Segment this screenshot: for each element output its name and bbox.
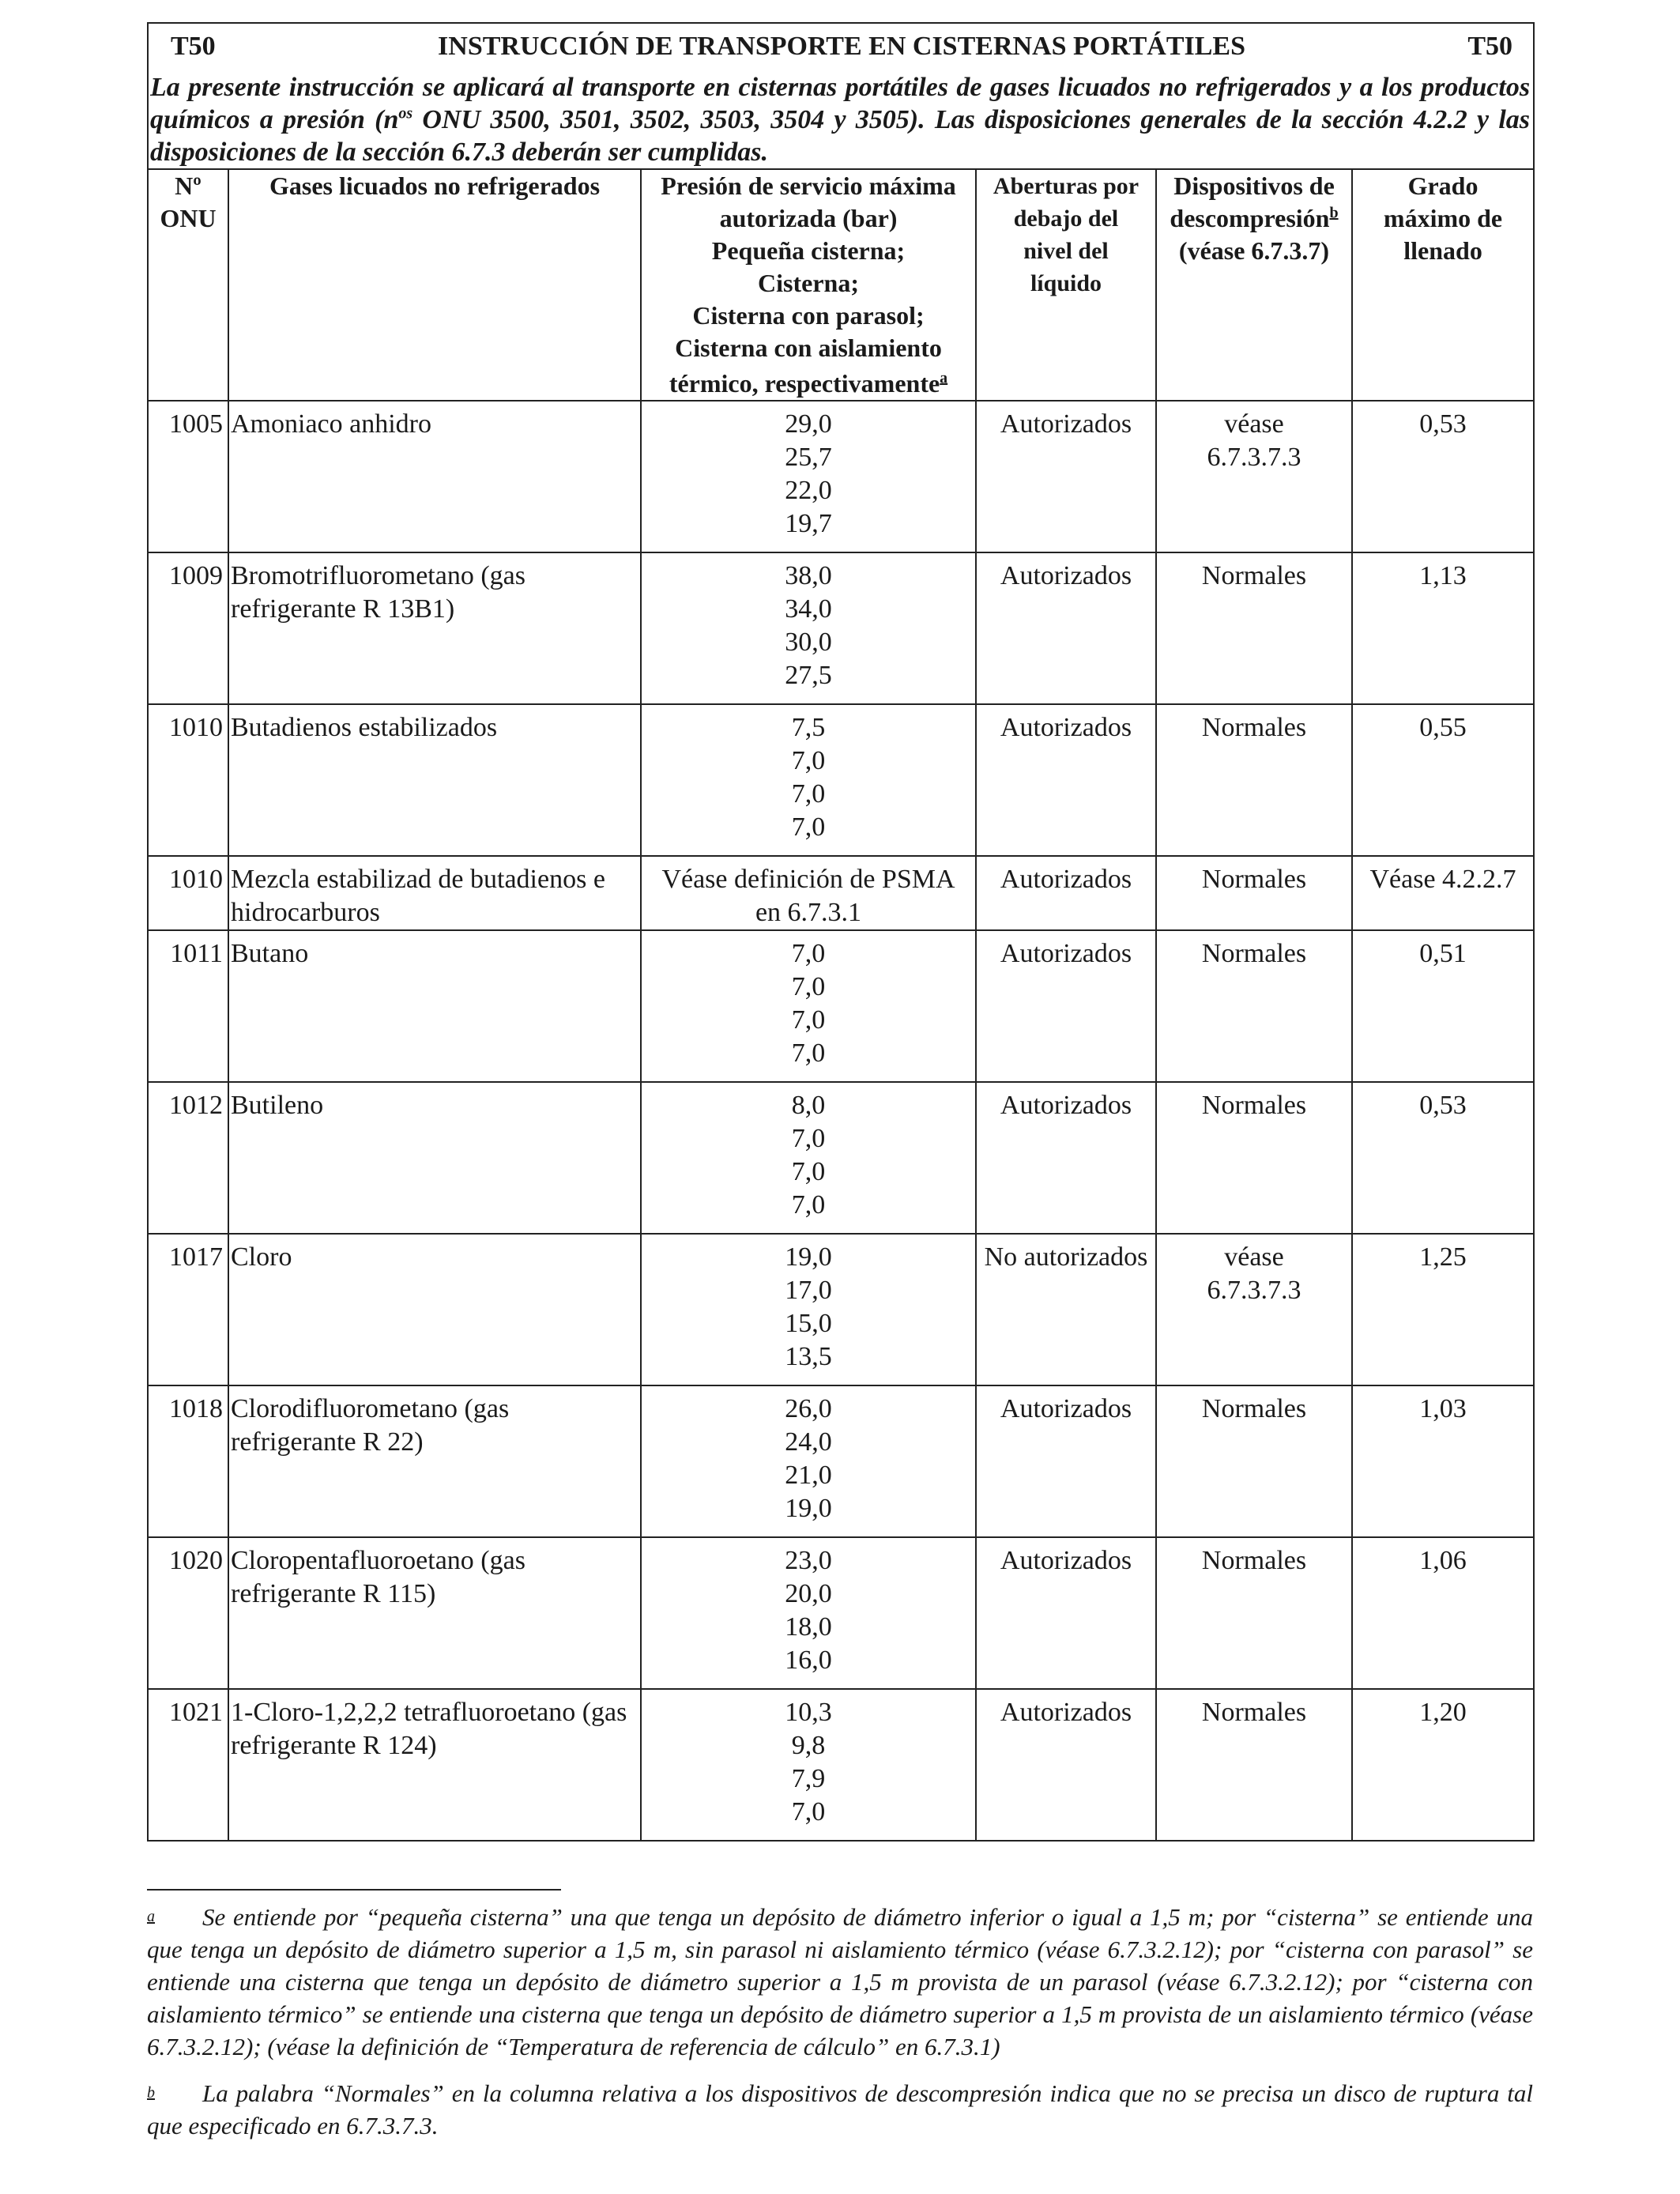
openings-cell [976,704,1156,856]
table-row [148,856,1534,930]
col-onu-line1: Nº [175,172,202,200]
gas-name-cell [228,930,641,1082]
openings-value: Autorizados [1000,1394,1132,1423]
gas-name: Amoniaco anhidro [231,409,431,439]
gas-name-cell [228,1234,641,1385]
relief-cell [1156,1082,1352,1234]
relief-cell [1156,1234,1352,1385]
pressure-value: 34,0 [785,594,832,624]
gas-name: Clorodifluorometano (gas refrigerante R 22) [231,1394,510,1457]
gas-name: Mezcla estabilizad de butadienos e hidrocarburos [231,865,605,927]
col-pressure-line: Cisterna con aislamiento [675,334,942,362]
pressure-value: 7,0 [791,1124,826,1153]
pressure-cell [641,552,976,704]
col-filling-header [1352,169,1534,401]
relief-cell [1156,930,1352,1082]
table-row [148,1385,1534,1537]
filling-cell [1352,401,1534,552]
col-pressure-line: Presión de servicio máxima [661,172,956,200]
onu-number-cell [148,1385,228,1537]
table-row [148,552,1534,704]
table-row [148,1537,1534,1689]
pressure-value: 26,0 [785,1394,832,1423]
col-relief-line: (véase 6.7.3.7) [1178,236,1330,265]
onu-number: 1010 [169,713,223,742]
relief-cell [1156,856,1352,930]
gas-name-cell [228,1537,641,1689]
pressure-value: 7,5 [791,713,826,742]
filling-cell [1352,856,1534,930]
table-row [148,1234,1534,1385]
footnote-b [147,2077,1533,2142]
onu-number: 1011 [170,939,223,968]
footnote-ref-a[interactable]: a [940,369,948,387]
filling-value: 1,25 [1419,1242,1467,1272]
onu-number-cell [148,1082,228,1234]
gas-name-cell [228,704,641,856]
pressure-value: 30,0 [785,628,832,657]
gas-name-cell [228,552,641,704]
pressure-value: 22,0 [785,476,832,505]
openings-value: Autorizados [1000,865,1132,894]
instruction-code-left: T50 [171,32,216,61]
pressure-value: 16,0 [785,1646,832,1675]
onu-number-cell [148,1234,228,1385]
pressure-value: 8,0 [791,1091,826,1120]
openings-cell [976,930,1156,1082]
filling-cell [1352,1234,1534,1385]
col-relief-line: descompresión [1170,204,1330,232]
col-pressure-line: autorizada (bar) [719,204,898,232]
column-header-row [148,169,1534,401]
filling-cell [1352,1537,1534,1689]
col-filling-line: máximo de [1383,204,1503,232]
openings-cell [976,1234,1156,1385]
openings-cell [976,856,1156,930]
relief-value: Normales [1201,713,1307,742]
pressure-value: 7,0 [791,1190,826,1220]
openings-cell [976,552,1156,704]
gas-name-cell [228,1082,641,1234]
intro-sup: os [398,104,413,123]
intro-paragraph [148,68,1534,169]
gas-name: Butadienos estabilizados [231,713,498,742]
openings-cell [976,1385,1156,1537]
col-openings-line: Aberturas por [993,173,1139,199]
openings-cell [976,401,1156,552]
table-row [148,1689,1534,1841]
onu-number: 1020 [169,1546,223,1575]
relief-value: Normales [1201,1091,1307,1120]
onu-number: 1009 [169,561,223,590]
col-openings-line: debajo del [1013,205,1119,232]
col-pressure-line: Pequeña cisterna; [711,236,906,265]
openings-cell [976,1689,1156,1841]
filling-cell [1352,1385,1534,1537]
col-pressure-line: térmico, respectivamente [669,369,940,398]
table-row [148,930,1534,1082]
pressure-cell [641,704,976,856]
onu-number: 1018 [169,1394,223,1423]
relief-value: véase [1224,409,1284,439]
openings-value: Autorizados [1000,409,1132,439]
relief-value: Normales [1201,561,1307,590]
col-openings-header [976,169,1156,401]
relief-value: véase [1224,1242,1284,1272]
openings-value: Autorizados [1000,939,1132,968]
relief-cell [1156,1537,1352,1689]
instruction-title: INSTRUCCIÓN DE TRANSPORTE EN CISTERNAS PORTÁTILES [438,32,1245,61]
pressure-value: 7,0 [791,1797,826,1826]
pressure-value: 13,5 [785,1342,832,1371]
openings-value: Autorizados [1000,713,1132,742]
instruction-code-right: T50 [1467,32,1513,61]
gas-name: Butileno [231,1091,324,1120]
filling-value: 1,03 [1419,1394,1467,1423]
pressure-value: 20,0 [785,1579,832,1608]
filling-cell [1352,1689,1534,1841]
table-body [148,401,1534,1841]
pressure-value: 10,3 [785,1698,832,1727]
pressure-cell [641,930,976,1082]
pressure-value: 19,0 [785,1242,832,1272]
footnote-ref-b[interactable]: b [1329,204,1339,222]
pressure-cell [641,1537,976,1689]
relief-value: 6.7.3.7.3 [1207,443,1301,472]
table-row [148,1082,1534,1234]
relief-value: Normales [1201,1394,1307,1423]
openings-value: Autorizados [1000,1698,1132,1727]
filling-value: 1,20 [1419,1698,1467,1727]
pressure-value: 19,0 [785,1494,832,1523]
footnote-b-mark: b [147,2084,155,2102]
col-filling-line: llenado [1403,236,1482,265]
gas-name: 1-Cloro-1,2,2,2 tetrafluoroetano (gas refrigerante R 124) [231,1698,627,1760]
onu-number: 1010 [169,865,223,894]
onu-number: 1017 [169,1242,223,1272]
pressure-cell [641,1385,976,1537]
filling-value: 1,06 [1419,1546,1467,1575]
table-row [148,401,1534,552]
pressure-cell [641,1234,976,1385]
relief-value: 6.7.3.7.3 [1207,1276,1301,1305]
pressure-value: 7,0 [791,972,826,1001]
gas-name: Cloro [231,1242,292,1272]
pressure-value: Véase definición de PSMA [661,865,955,894]
pressure-value: 7,0 [791,1157,826,1186]
openings-value: Autorizados [1000,1091,1132,1120]
onu-number-cell [148,704,228,856]
pressure-value: 17,0 [785,1276,832,1305]
gas-name-cell [228,1689,641,1841]
filling-value: 0,53 [1419,409,1467,439]
pressure-value: 7,0 [791,779,826,809]
footnote-divider [147,1889,561,1891]
filling-value: 1,13 [1419,561,1467,590]
onu-number-cell [148,1689,228,1841]
relief-value: Normales [1201,1546,1307,1575]
onu-number-cell [148,930,228,1082]
onu-number-cell [148,401,228,552]
pressure-value: en 6.7.3.1 [755,898,862,927]
relief-cell [1156,552,1352,704]
relief-cell [1156,1385,1352,1537]
page [147,22,1533,1842]
col-pressure-line: Cisterna; [758,269,859,297]
title-cell [148,23,1534,68]
relief-value: Normales [1201,939,1307,968]
openings-cell [976,1082,1156,1234]
intro-text-2: ONU 3500, 3501, 3502, 3503, 3504 y 3505). Las disposiciones generales de la sección 4.2.2 y las disposiciones de la sección 6.7.3 deberán ser cumplidas. [150,105,1531,167]
footnote-b-text: La palabra “Normales” en la columna relativa a los dispositivos de descompresión indica que no se precisa un disco de ruptura tal que especificado en 6.7.3.7.3. [147,2079,1533,2139]
pressure-value: 7,0 [791,1039,826,1068]
relief-cell [1156,704,1352,856]
footnote-a-mark: a [147,1908,155,1925]
onu-number: 1012 [169,1091,223,1120]
col-relief-line: Dispositivos de [1173,172,1335,200]
gas-name-cell [228,856,641,930]
onu-number: 1021 [169,1698,223,1727]
pressure-value: 7,9 [791,1764,826,1793]
pressure-value: 23,0 [785,1546,832,1575]
pressure-value: 15,0 [785,1309,832,1338]
col-onu-line2: ONU [160,204,217,232]
pressure-value: 9,8 [791,1731,826,1760]
filling-value: 0,55 [1419,713,1467,742]
footnote-a [147,1901,1533,2063]
col-filling-line: Grado [1407,172,1478,200]
filling-cell [1352,552,1534,704]
filling-value: 0,53 [1419,1091,1467,1120]
pressure-value: 19,7 [785,509,832,538]
footnote-a-text: Se entiende por “pequeña cisterna” una que tenga un depósito de diámetro inferior o igual a 1,5 m; por “cisterna” se entiende una que tenga un depósito de diámetro superior a 1,5 m, sin parasol ni aislamiento térmico (véase 6.7.3.2.12); por “cisterna con parasol” se entiende una cisterna que tenga un depósito de diámetro superior a 1,5 m provista de un parasol (véase 6.7.3.2.12); por “cisterna con aislamiento térmico” se entiende una cisterna que tenga un depósito de diámetro superior a 1,5 m provista de un aislamiento térmico (véase 6.7.3.2.12); (véase la definición de “Temperatura de referencia de cálculo” en 6.7.3.1) [147,1903,1533,2060]
relief-value: Normales [1201,865,1307,894]
pressure-value: 25,7 [785,443,832,472]
gas-name-cell [228,1385,641,1537]
pressure-value: 21,0 [785,1461,832,1490]
filling-cell [1352,930,1534,1082]
pressure-value: 18,0 [785,1612,832,1642]
pressure-cell [641,1082,976,1234]
onu-number-cell [148,856,228,930]
filling-value: 0,51 [1419,939,1467,968]
openings-value: Autorizados [1000,1546,1132,1575]
openings-value: Autorizados [1000,561,1132,590]
onu-number-cell [148,1537,228,1689]
pressure-cell [641,1689,976,1841]
openings-cell [976,1537,1156,1689]
col-pressure-line: Cisterna con parasol; [692,301,925,330]
gas-name-cell [228,401,641,552]
col-onu-header [148,169,228,401]
relief-value: Normales [1201,1698,1307,1727]
gas-name: Bromotrifluorometano (gas refrigerante R 13B1) [231,561,525,624]
filling-cell [1352,704,1534,856]
col-openings-line: nivel del [1023,238,1109,264]
col-relief-header [1156,169,1352,401]
table-row [148,704,1534,856]
gas-name: Cloropentafluoroetano (gas refrigerante R 115) [231,1546,525,1608]
pressure-value: 7,0 [791,746,826,775]
pressure-value: 27,5 [785,661,832,690]
intro-text-1: La presente instrucción se aplicará al transporte en cisternas portátiles de gases licuados no refrigerados y a los productos químicos a presión (n [150,73,1531,134]
filling-cell [1352,1082,1534,1234]
relief-cell [1156,1689,1352,1841]
col-gases-header: Gases licuados no refrigerados [228,169,641,401]
onu-number: 1005 [169,409,223,439]
footnotes [147,1901,1533,2156]
pressure-cell [641,401,976,552]
col-pressure-header [641,169,976,401]
col-openings-line: líquido [1030,270,1102,296]
gas-name: Butano [231,939,309,968]
filling-value: Véase 4.2.2.7 [1369,865,1516,894]
pressure-value: 7,0 [791,939,826,968]
pressure-value: 29,0 [785,409,832,439]
relief-cell [1156,401,1352,552]
pressure-value: 38,0 [785,561,832,590]
openings-value: No autorizados [984,1242,1148,1272]
pressure-value: 7,0 [791,812,826,842]
t50-table [147,22,1535,1842]
pressure-value: 7,0 [791,1005,826,1035]
onu-number-cell [148,552,228,704]
pressure-cell [641,856,976,930]
pressure-value: 24,0 [785,1427,832,1457]
